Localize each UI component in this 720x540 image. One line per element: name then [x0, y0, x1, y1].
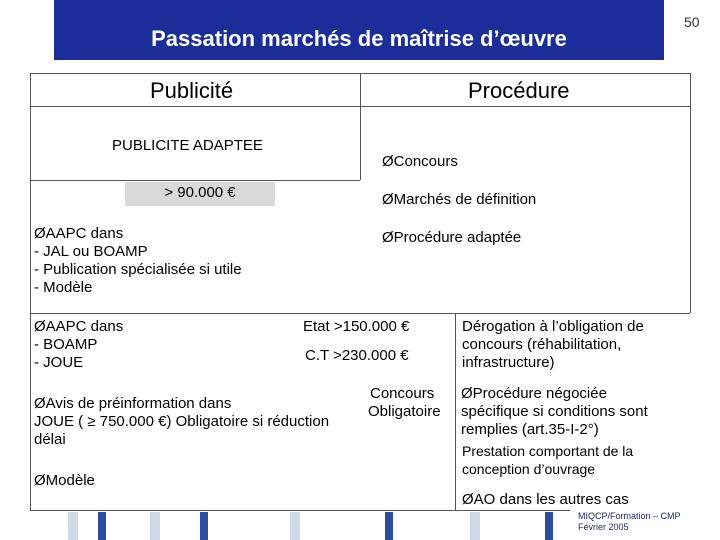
derogation-block: Dérogation à l’obligation de concours (réhabilitation, infrastructure)	[462, 318, 644, 371]
procedure-adaptee-item: ØProcédure adaptée	[382, 229, 522, 246]
left-divider-1	[30, 180, 360, 181]
footer-credit	[578, 511, 681, 533]
footer-deco-bar	[150, 512, 160, 540]
aapc2-item-boamp: - BOAMP	[34, 336, 98, 353]
ao-item: ØAO dans les autres cas	[462, 491, 629, 508]
footer-deco-bar	[290, 512, 300, 540]
slide-title: Passation marchés de maîtrise d’œuvre	[54, 0, 664, 60]
page-number: 50	[684, 14, 700, 30]
concours-obligatoire: Concours Obligatoire	[368, 385, 441, 420]
aapc-item-jal: - JAL ou BOAMP	[34, 243, 148, 260]
frame-right	[690, 73, 691, 313]
aapc-title: ØAAPC dans	[34, 225, 124, 242]
ct-threshold: C.T >230.000 €	[305, 347, 409, 364]
footer-deco-bar	[385, 512, 393, 540]
avis-line-3: délai	[34, 431, 66, 448]
footer-deco-bar	[470, 512, 480, 540]
prestation-block: Prestation comportant de la conception d’ouvrage	[462, 443, 634, 477]
footer-deco-bar	[545, 512, 553, 540]
etat-threshold: Etat >150.000 €	[303, 318, 410, 335]
marches-definition-item: ØMarchés de définition	[382, 191, 537, 208]
footer-org: MIQCP/Formation – CMP	[578, 511, 681, 521]
aapc-block	[34, 225, 242, 297]
footer-date: Février 2005	[578, 522, 629, 532]
footer-deco-bar	[98, 512, 106, 540]
frame-left	[30, 73, 31, 510]
threshold-box: > 90.000 €	[125, 182, 275, 206]
avis-line-1: ØAvis de préinformation dans	[34, 395, 232, 412]
aapc2-item-joue: - JOUE	[34, 354, 84, 371]
header-publicite: Publicité	[150, 78, 234, 103]
aapc-item-modele: - Modèle	[34, 279, 93, 296]
row-divider	[30, 313, 690, 314]
aapc-item-publication: - Publication spécialisée si utile	[34, 261, 242, 278]
footer-deco-bar	[200, 512, 208, 540]
procedure-negociee-block: ØProcédure négociée spécifique si conditions sont remplies (art.35-I-2°)	[461, 385, 648, 438]
left-col-divider	[360, 106, 361, 180]
publicite-adaptee: PUBLICITE ADAPTEE	[112, 137, 263, 154]
concours-item: ØConcours	[382, 153, 458, 170]
lower-col-divider	[455, 313, 456, 510]
modele-item: ØModèle	[34, 472, 95, 489]
avis-block	[34, 395, 329, 449]
header-procedure: Procédure	[468, 78, 570, 103]
footer-deco-bar	[68, 512, 78, 540]
aapc2-title: ØAAPC dans	[34, 318, 124, 335]
avis-line-2: JOUE ( ≥ 750.000 €) Obligatoire si réduction	[34, 413, 330, 430]
frame-bottom-left	[30, 510, 570, 511]
aapc2-block	[34, 318, 123, 372]
header-col-divider	[360, 73, 361, 106]
